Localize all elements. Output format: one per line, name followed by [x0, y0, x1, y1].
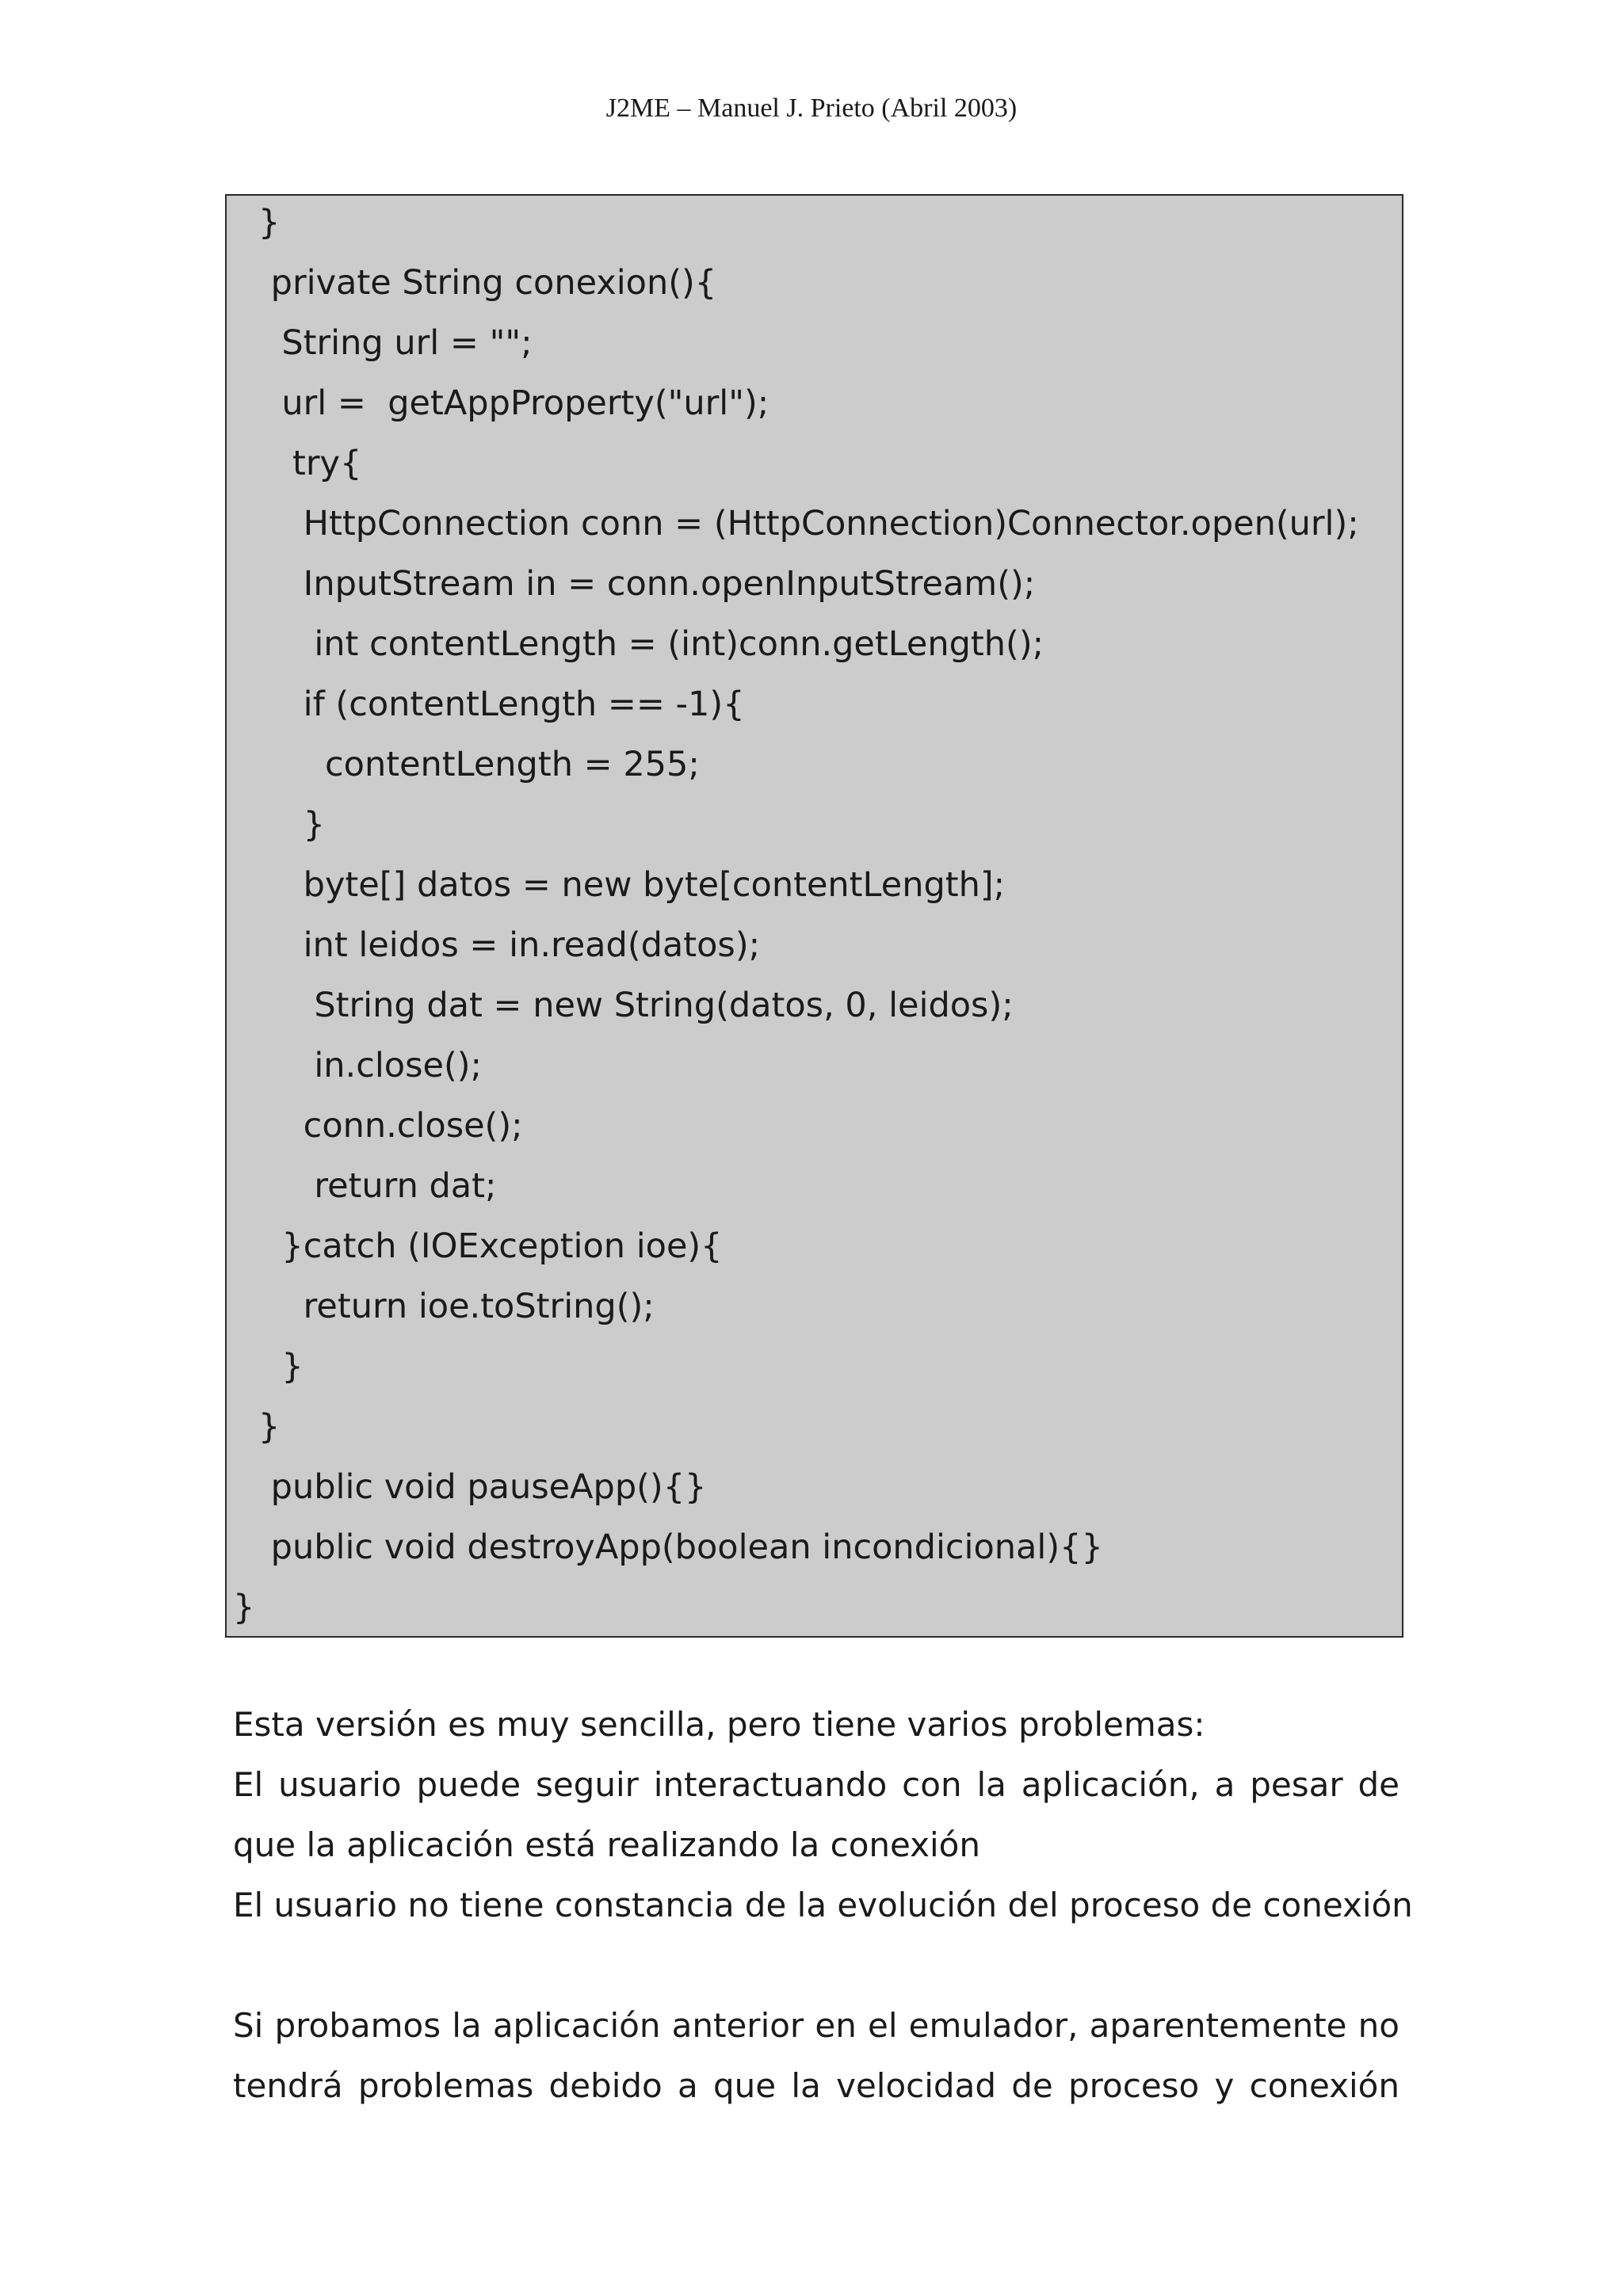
code-line: }	[233, 1588, 255, 1627]
code-listing	[225, 194, 1403, 1638]
body-paragraph-line: El usuario no tiene constancia de la evolución del proceso de conexión	[233, 1886, 1413, 1924]
code-line: InputStream in = conn.openInputStream();	[260, 564, 1036, 604]
code-line: }	[258, 1407, 281, 1447]
code-line: return ioe.toString();	[260, 1287, 655, 1326]
code-line: }	[260, 1347, 304, 1386]
code-line: int leidos = in.read(datos);	[260, 925, 761, 965]
code-line: conn.close();	[260, 1106, 523, 1146]
code-line: }catch (IOException ioe){	[260, 1226, 723, 1266]
code-line: String dat = new String(datos, 0, leidos);	[260, 986, 1014, 1025]
code-line: String url = "";	[260, 323, 533, 363]
code-line: return dat;	[260, 1166, 497, 1206]
code-line: HttpConnection conn = (HttpConnection)Connector.open(url);	[260, 504, 1359, 543]
body-paragraph-line: que la aplicación está realizando la conexión	[233, 1825, 980, 1864]
code-line: in.close();	[260, 1046, 483, 1085]
code-line: contentLength = 255;	[260, 745, 700, 784]
body-paragraph-intro: Esta versión es muy sencilla, pero tiene varios problemas:	[233, 1705, 1205, 1744]
code-line: int contentLength = (int)conn.getLength();	[260, 624, 1044, 664]
code-line: private String conexion(){	[260, 263, 717, 303]
code-line: if (contentLength == -1){	[260, 685, 745, 724]
code-line: byte[] datos = new byte[contentLength];	[260, 865, 1006, 905]
body-paragraph-line: tendrá problemas debido a que la velocidad de proceso y conexión	[233, 2066, 1400, 2105]
code-line: }	[260, 805, 326, 845]
page-header: J2ME – Manuel J. Prieto (Abril 2003)	[605, 93, 1018, 123]
code-line: }	[258, 203, 281, 242]
code-line: try{	[260, 444, 362, 483]
body-paragraph-line: El usuario puede seguir interactuando con la aplicación, a pesar de	[233, 1765, 1400, 1804]
body-paragraph-line: Si probamos la aplicación anterior en el emulador, aparentemente no	[233, 2006, 1400, 2045]
code-line: public void destroyApp(boolean incondicional){}	[260, 1527, 1103, 1567]
code-line: public void pauseApp(){}	[260, 1467, 707, 1507]
code-line: url = getAppProperty("url");	[260, 383, 769, 423]
